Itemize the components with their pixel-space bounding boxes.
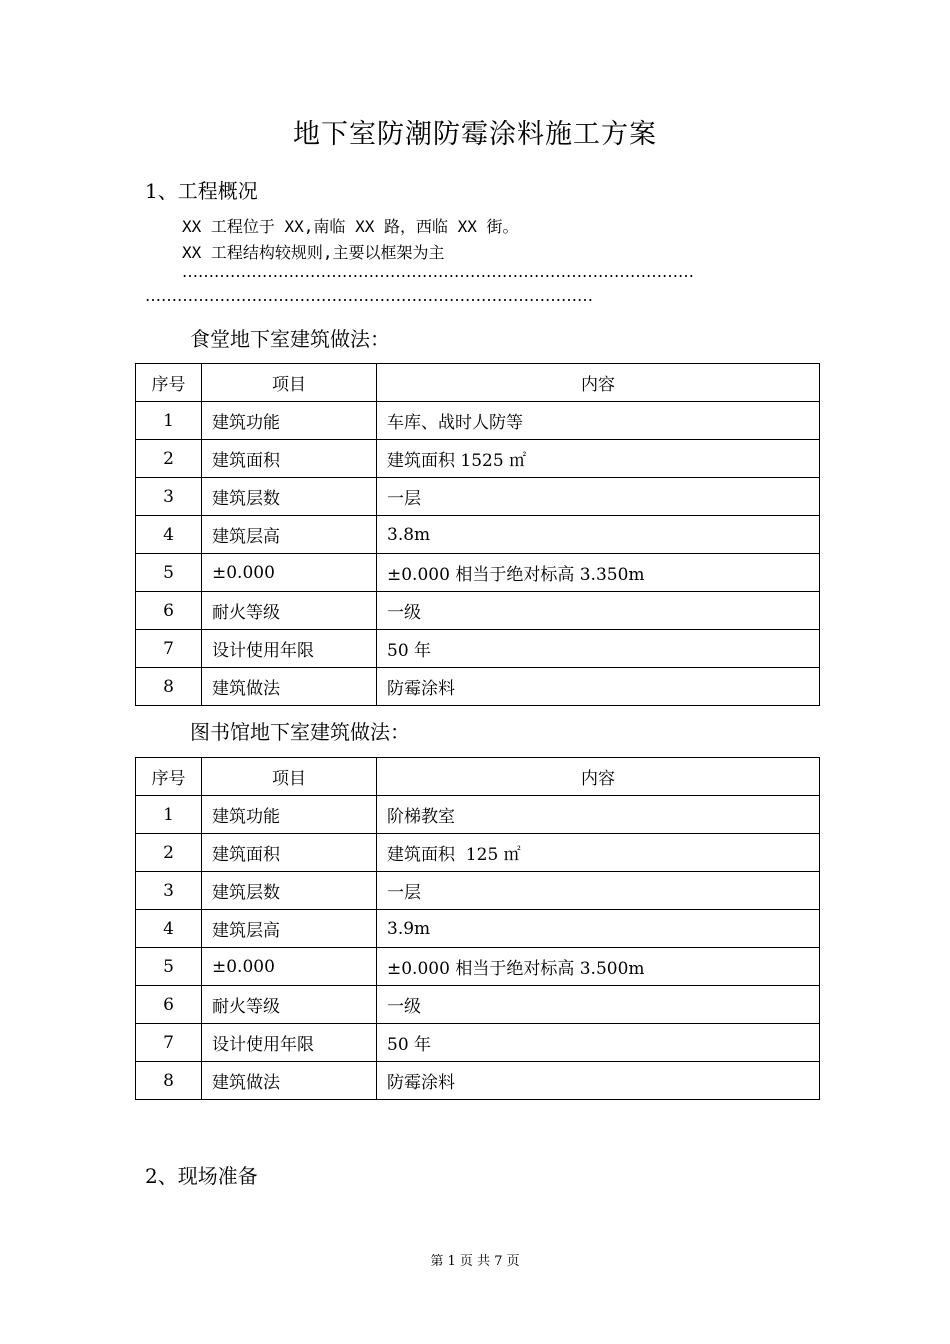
cell-item: 建筑层数 bbox=[202, 478, 377, 516]
overview-line-1: XX 工程位于 XX,南临 XX 路，西临 XX 街。 bbox=[182, 217, 519, 236]
table-row bbox=[136, 1024, 820, 1062]
cell-no: 7 bbox=[136, 1024, 202, 1062]
cell-content: 一级 bbox=[377, 986, 820, 1024]
cell-no: 8 bbox=[136, 668, 202, 706]
page-footer: 第 1 页 共 7 页 bbox=[430, 1254, 520, 1269]
table-row bbox=[136, 630, 820, 668]
overview-line-2: XX 工程结构较规则,主要以框架为主 bbox=[182, 243, 445, 262]
cell-item: 建筑功能 bbox=[202, 796, 377, 834]
cell-no: 8 bbox=[136, 1062, 202, 1100]
table-row bbox=[136, 796, 820, 834]
table-row bbox=[136, 834, 820, 872]
cell-item: ±0.000 bbox=[202, 554, 377, 592]
table-row bbox=[136, 516, 820, 554]
cell-no: 1 bbox=[136, 796, 202, 834]
document-title: 地下室防潮防霉涂料施工方案 bbox=[293, 119, 657, 150]
cell-content: ±0.000 相当于绝对标高 3.350m bbox=[377, 554, 820, 592]
canteen-basement-table bbox=[135, 363, 820, 706]
header-content: 内容 bbox=[377, 364, 820, 402]
table-row bbox=[136, 440, 820, 478]
cell-no: 2 bbox=[136, 834, 202, 872]
table-1-caption: 食堂地下室建筑做法： bbox=[190, 327, 390, 351]
header-no: 序号 bbox=[136, 364, 202, 402]
cell-content: 50 年 bbox=[377, 630, 820, 668]
cell-content: 3.8m bbox=[377, 516, 820, 554]
cell-no: 1 bbox=[136, 402, 202, 440]
library-basement-table bbox=[135, 757, 820, 1100]
cell-content: 一层 bbox=[377, 872, 820, 910]
cell-item: 建筑做法 bbox=[202, 668, 377, 706]
header-item: 项目 bbox=[202, 364, 377, 402]
cell-no: 6 bbox=[136, 986, 202, 1024]
header-content: 内容 bbox=[377, 758, 820, 796]
cell-content: 3.9m bbox=[377, 910, 820, 948]
cell-content: 防霉涂料 bbox=[377, 1062, 820, 1100]
cell-content: 防霉涂料 bbox=[377, 668, 820, 706]
cell-item: 建筑做法 bbox=[202, 1062, 377, 1100]
table-row bbox=[136, 872, 820, 910]
cell-content: ±0.000 相当于绝对标高 3.500m bbox=[377, 948, 820, 986]
section-1-heading: 1、工程概况 bbox=[145, 179, 258, 203]
table-row bbox=[136, 478, 820, 516]
cell-item: 建筑层高 bbox=[202, 516, 377, 554]
table-2-caption: 图书馆地下室建筑做法： bbox=[190, 720, 410, 744]
cell-no: 3 bbox=[136, 478, 202, 516]
header-no: 序号 bbox=[136, 758, 202, 796]
cell-item: 设计使用年限 bbox=[202, 630, 377, 668]
table-row bbox=[136, 592, 820, 630]
cell-content: 建筑面积 125 ㎡ bbox=[377, 834, 820, 872]
cell-item: 建筑面积 bbox=[202, 440, 377, 478]
cell-no: 2 bbox=[136, 440, 202, 478]
cell-content: 一级 bbox=[377, 592, 820, 630]
cell-content: 建筑面积 1525 ㎡ bbox=[377, 440, 820, 478]
table-header-row bbox=[136, 758, 820, 796]
cell-item: 建筑层高 bbox=[202, 910, 377, 948]
table-header-row bbox=[136, 364, 820, 402]
cell-no: 5 bbox=[136, 948, 202, 986]
table-row bbox=[136, 554, 820, 592]
table-row bbox=[136, 910, 820, 948]
table-row bbox=[136, 668, 820, 706]
section-2-heading: 2、现场准备 bbox=[145, 1164, 258, 1188]
cell-content: 50 年 bbox=[377, 1024, 820, 1062]
cell-item: 耐火等级 bbox=[202, 986, 377, 1024]
cell-item: 设计使用年限 bbox=[202, 1024, 377, 1062]
table-row bbox=[136, 948, 820, 986]
cell-item: 建筑面积 bbox=[202, 834, 377, 872]
cell-item: 建筑功能 bbox=[202, 402, 377, 440]
cell-content: 阶梯教室 bbox=[377, 796, 820, 834]
cell-no: 6 bbox=[136, 592, 202, 630]
cell-no: 7 bbox=[136, 630, 202, 668]
cell-no: 4 bbox=[136, 910, 202, 948]
cell-item: 耐火等级 bbox=[202, 592, 377, 630]
table-row bbox=[136, 986, 820, 1024]
header-item: 项目 bbox=[202, 758, 377, 796]
cell-no: 4 bbox=[136, 516, 202, 554]
ellipsis-line-1: …………………………………………………………………………………… bbox=[182, 262, 694, 281]
cell-content: 车库、战时人防等 bbox=[377, 402, 820, 440]
ellipsis-line-2: ………………………………………………………………………… bbox=[145, 286, 593, 305]
cell-no: 5 bbox=[136, 554, 202, 592]
table-row bbox=[136, 1062, 820, 1100]
cell-item: ±0.000 bbox=[202, 948, 377, 986]
cell-content: 一层 bbox=[377, 478, 820, 516]
cell-no: 3 bbox=[136, 872, 202, 910]
cell-item: 建筑层数 bbox=[202, 872, 377, 910]
table-row bbox=[136, 402, 820, 440]
